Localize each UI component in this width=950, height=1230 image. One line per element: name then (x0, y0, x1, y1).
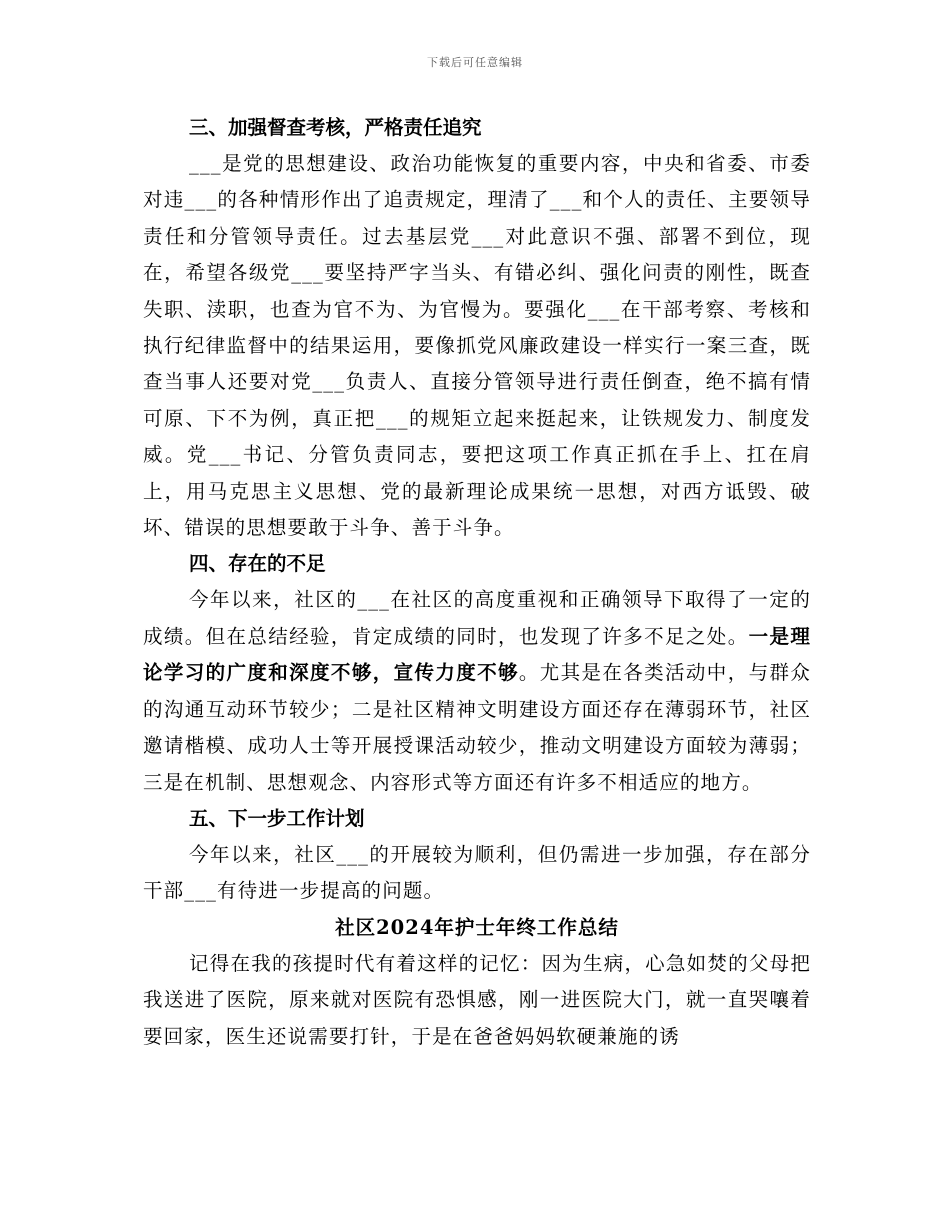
paragraph-4-bold-lead: 一是理论学习的广度和深度不够，宣传力度不够 (143, 624, 811, 685)
section-paragraph-3: ___是党的思想建设、政治功能恢复的重要内容，中央和省委、市委对违___的各种情形作出了追责规定，理清了___和个人的责任、主要领导责任和分管领导责任。过去基层党___对此意识不强、部署不到位，现在，希望各级党___要坚持严字当头、有错必纠、强化问责的刚性，既查失职、渎职，也查为官不为、为官慢为。要强化___在干部考察、考核和执行纪律监督中的结果运用，要像抓党风廉政建设一样实行一案三查，既查当事人还要对党___负责人、直接分管领导进行责任倒查，绝不搞有情可原、下不为例，真正把___的规矩立起来挺起来，让铁规发力、制度发威。党___书记、分管负责同志，要把这项工作真正抓在手上、扛在肩上，用马克思主义思想、党的最新理论成果统一思想，对西方诋毁、破坏、错误的思想要敢于斗争、善于斗争。 (143, 152, 811, 540)
section-heading-3: 三、加强督查考核，严格责任追究 (189, 116, 482, 139)
section-heading-4: 四、存在的不足 (189, 552, 326, 576)
section-paragraph-5: 今年以来，社区___的开展较为顺利，但仍需进一步加强，存在部分干部___有待进一步提高的问题。 (143, 842, 811, 903)
article-paragraph-1: 记得在我的孩提时代有着这样的记忆：因为生病，心急如焚的父母把我送进了医院，原来就对医院有恐惧感，刚一进医院大门，就一直哭嚷着要回家，医生还说需要打针，于是在爸爸妈妈软硬兼施的诱 (143, 951, 811, 1048)
article-title: 社区2024年护士年终工作总结 (335, 915, 619, 939)
paragraph-4-rest: 。尤其是在各类活动中，与群众的沟通互动环节较少；二是社区精神文明建设方面还存在薄弱环节，社区邀请楷模、成功人士等开展授课活动较少，推动文明建设方面较为薄弱；三是在机制、思想观念、内容形式等方面还有许多不相适应的地方。 (143, 661, 811, 794)
page-header-note: 下载后可任意编辑 (427, 56, 523, 69)
paragraph-4-intro: 今年以来，社区的___在社区的高度重视和正确领导下取得了一定的成绩。但在总结经验，肯定成绩的同时，也发现了许多不足之处。 (143, 588, 811, 648)
section-heading-5: 五、下一步工作计划 (189, 806, 365, 830)
section-paragraph-4 (143, 582, 811, 800)
document-body (143, 110, 811, 1055)
